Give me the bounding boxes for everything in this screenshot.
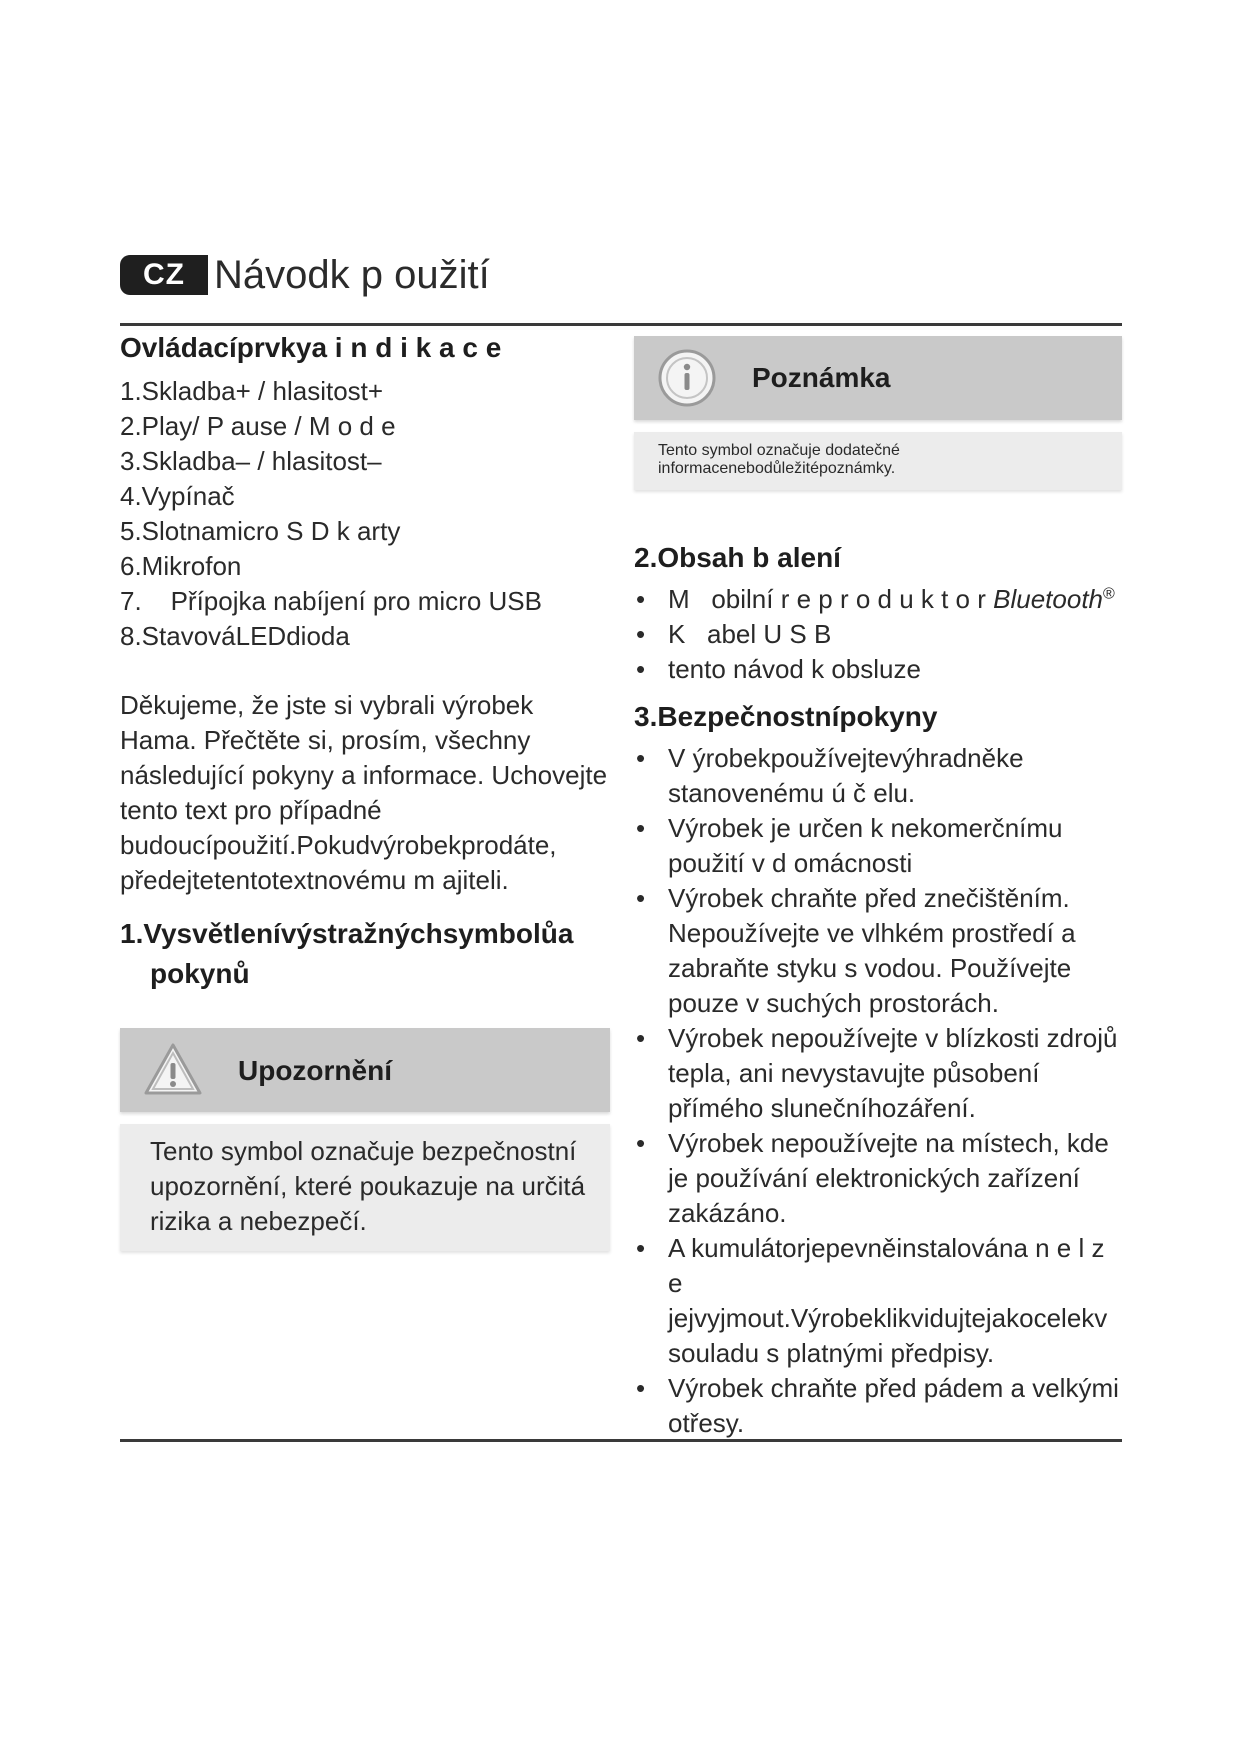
list-item: 3.Skladba– / hlasitost– <box>120 446 382 476</box>
list-item: • K abel U S B <box>634 617 1124 652</box>
intro-paragraph: Děkujeme, že jste si vybrali výrobek Hama. Přečtěte si, prosím, všechny následující pokyny a informace. Uchovejte tento text pro případné budoucípoužití.Pokudvýrobekprodáte, předejtetentotextnovému m ajiteli. <box>120 690 608 895</box>
list-item: 5.Slotnamicro S D k arty <box>120 516 401 546</box>
controls-heading: Ovládacíprvkya i n d i k a c e <box>120 332 502 363</box>
package-item-text: M obilní r e p r o d u k t o r <box>668 584 986 614</box>
list-item: • Výrobek chraňte před pádem a velkými otřesy. <box>634 1371 1124 1441</box>
warning-label: Upozornění <box>238 1054 392 1086</box>
package-list <box>634 582 1124 687</box>
note-text: Tento symbol označuje dodatečné informacenebodůležitépoznámky. <box>634 432 1122 490</box>
language-badge: CZ <box>120 255 208 295</box>
warning-box <box>120 1028 610 1251</box>
bluetooth-text: Bluetooth <box>993 584 1104 614</box>
list-item: • tento návod k obsluze <box>634 652 1124 687</box>
list-item: 4.Vypínač <box>120 481 235 511</box>
bottom-divider <box>120 1439 1122 1442</box>
note-label: Poznámka <box>752 362 891 393</box>
list-item: • Výrobek je určen k nekomerčnímu použití v d omácnosti <box>634 811 1124 881</box>
list-item: 2.Play/ P ause / M o d e <box>120 411 396 441</box>
warning-text: Tento symbol označuje bezpečnostní upozornění, které poukazuje na určitá rizika a nebezpečí. <box>120 1124 610 1251</box>
safety-list <box>634 741 1124 1441</box>
list-item: 7. Přípojka nabíjení pro micro USB <box>120 586 542 616</box>
info-icon <box>656 347 718 409</box>
warning-triangle-icon <box>142 1039 204 1101</box>
section3-heading: 3.Bezpečnostnípokyny <box>634 701 938 732</box>
note-box <box>634 336 1122 490</box>
section2-heading: 2.Obsah b alení <box>634 542 841 573</box>
list-item: • Výrobek chraňte před znečištěním. Nepoužívejte ve vlhkém prostředí a zabraňte styku s vodou. Používejte pouze v suchých prostorách. <box>634 881 1124 1021</box>
list-item: • V ýrobekpoužívejtevýhradněke stanovenému ú č elu. <box>634 741 1124 811</box>
left-column <box>120 328 610 1251</box>
registered-mark: ® <box>1103 585 1115 603</box>
list-item: 1.Skladba+ / hlasitost+ <box>120 376 384 406</box>
right-column <box>634 538 1124 1441</box>
page-header <box>120 250 490 300</box>
list-item: • Výrobek nepoužívejte v blízkosti zdrojů tepla, ani nevystavujte působení přímého slunečníhozáření. <box>634 1021 1124 1126</box>
list-item: 6.Mikrofon <box>120 551 242 581</box>
list-item: • A kumulátorjepevněinstalována n e l z e jejvyjmout.Výrobeklikvidujtejakocelekv souladu s platnými předpisy. <box>634 1231 1124 1371</box>
list-item: • Výrobek nepoužívejte na místech, kde je používání elektronických zařízení zakázáno. <box>634 1126 1124 1231</box>
top-divider <box>120 323 1122 326</box>
list-item: 8.StavováLEDdioda <box>120 621 350 651</box>
section1-heading: 1.Vysvětlenívýstražnýchsymbolůa pokynů <box>120 918 574 989</box>
warning-header <box>120 1028 610 1112</box>
controls-list <box>120 374 610 654</box>
note-header <box>634 336 1122 420</box>
list-item <box>634 582 1124 617</box>
page-title: Návodk p oužití <box>214 253 490 297</box>
